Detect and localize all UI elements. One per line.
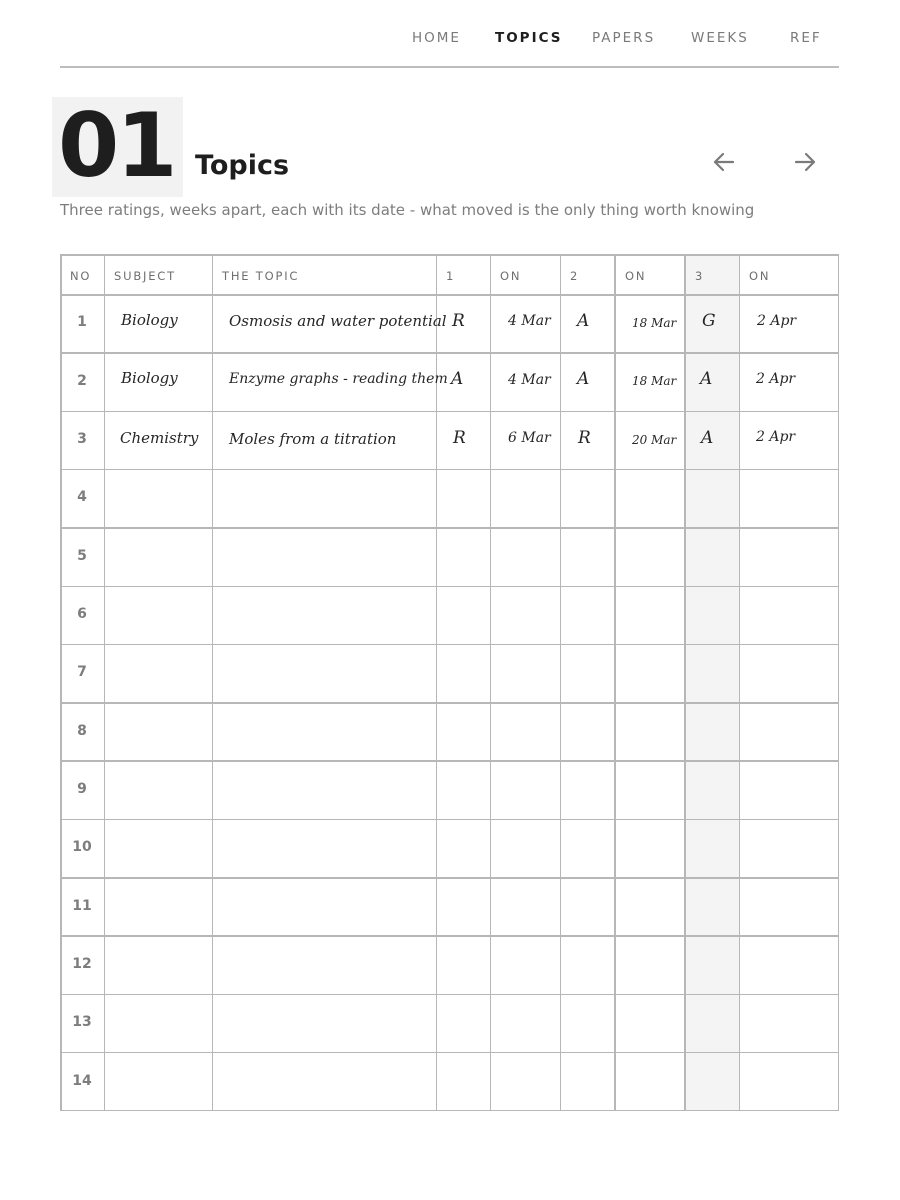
header-no: NO	[70, 269, 92, 283]
nav-topics-link[interactable]: TOPICS	[495, 30, 563, 46]
table-row-line	[60, 586, 839, 588]
row-number: 12	[72, 956, 92, 972]
cell-rating-3[interactable]: A	[701, 428, 714, 448]
table-column-line	[212, 254, 214, 1111]
cell-date-3[interactable]: 2 Apr	[756, 429, 796, 445]
row-number: 3	[77, 431, 87, 447]
table-row-line	[60, 254, 839, 256]
cell-date-2[interactable]: 18 Mar	[632, 374, 677, 388]
row-number: 5	[77, 548, 87, 564]
row-number: 11	[72, 898, 92, 914]
cell-rating-2[interactable]: A	[577, 369, 590, 389]
prev-page-button[interactable]	[706, 145, 742, 179]
cell-topic[interactable]: Osmosis and water potential	[229, 312, 447, 330]
cell-date-2[interactable]: 20 Mar	[632, 433, 677, 447]
cell-topic[interactable]: Moles from a titration	[229, 430, 397, 448]
header-rating-3: 3	[695, 269, 705, 283]
row-number: 9	[77, 781, 87, 797]
table-row-line	[60, 819, 839, 821]
table-row-line	[60, 702, 839, 704]
header-rating-1: 1	[446, 269, 456, 283]
cell-rating-2[interactable]: A	[577, 311, 590, 331]
table-row-line	[60, 644, 839, 646]
cell-rating-1[interactable]: A	[451, 369, 464, 389]
header-date-3: ON	[749, 269, 771, 283]
header-rating-2: 2	[570, 269, 580, 283]
table-row-line	[60, 994, 839, 996]
page-subtitle: Three ratings, weeks apart, each with its date - what moved is the only thing worth knowing	[60, 201, 755, 219]
table-row-line	[60, 294, 839, 296]
cell-topic[interactable]: Enzyme graphs - reading them	[229, 371, 448, 387]
table-row-line	[60, 760, 839, 762]
cell-rating-3[interactable]: G	[702, 311, 716, 331]
cell-subject[interactable]: Chemistry	[120, 429, 199, 447]
row-number: 13	[72, 1014, 92, 1030]
next-page-button[interactable]	[787, 145, 823, 179]
nav-weeks-link[interactable]: WEEKS	[691, 30, 749, 46]
row-number: 6	[77, 606, 87, 622]
page-number: 01	[58, 94, 175, 197]
table-row-line	[60, 469, 839, 471]
arrow-right-icon	[787, 145, 823, 179]
cell-rating-2[interactable]: R	[578, 428, 591, 448]
header-subject: SUBJECT	[114, 269, 176, 283]
arrow-left-icon	[706, 145, 742, 179]
cell-date-2[interactable]: 18 Mar	[632, 316, 677, 330]
row-number: 10	[72, 839, 92, 855]
nav-home-link[interactable]: HOME	[412, 30, 461, 46]
header-date-1: ON	[500, 269, 522, 283]
table-row-line	[60, 411, 839, 413]
header-date-2: ON	[625, 269, 647, 283]
table-row-line	[60, 1052, 839, 1054]
row-number: 14	[72, 1073, 92, 1089]
table-row-line	[60, 352, 839, 354]
cell-subject[interactable]: Biology	[121, 369, 178, 387]
page-title: Topics	[195, 150, 290, 181]
cell-date-1[interactable]: 4 Mar	[508, 372, 551, 388]
nav-divider	[60, 66, 839, 68]
table-column-line	[614, 254, 616, 1111]
table-column-line	[838, 254, 840, 1111]
cell-date-1[interactable]: 4 Mar	[508, 313, 551, 329]
table-row-line	[60, 1110, 839, 1112]
table-column-line	[739, 254, 741, 1111]
row-number: 2	[77, 373, 87, 389]
nav-ref-link[interactable]: REF	[790, 30, 822, 46]
nav-papers-link[interactable]: PAPERS	[592, 30, 656, 46]
table-row-line	[60, 935, 839, 937]
cell-rating-1[interactable]: R	[453, 428, 466, 448]
table-row-line	[60, 877, 839, 879]
cell-subject[interactable]: Biology	[121, 311, 178, 329]
table-row-line	[60, 527, 839, 529]
cell-date-3[interactable]: 2 Apr	[757, 313, 797, 329]
cell-date-3[interactable]: 2 Apr	[756, 371, 796, 387]
table-column-line	[560, 254, 562, 1111]
cell-rating-3[interactable]: A	[700, 369, 713, 389]
table-column-line	[490, 254, 492, 1111]
cell-rating-1[interactable]: R	[452, 311, 465, 331]
header-topic: THE TOPIC	[222, 269, 300, 283]
row-number: 4	[77, 489, 87, 505]
cell-date-1[interactable]: 6 Mar	[508, 430, 551, 446]
row-number: 8	[77, 723, 87, 739]
row-number: 7	[77, 664, 87, 680]
row-number: 1	[77, 314, 87, 330]
table-column-line	[684, 254, 686, 1111]
